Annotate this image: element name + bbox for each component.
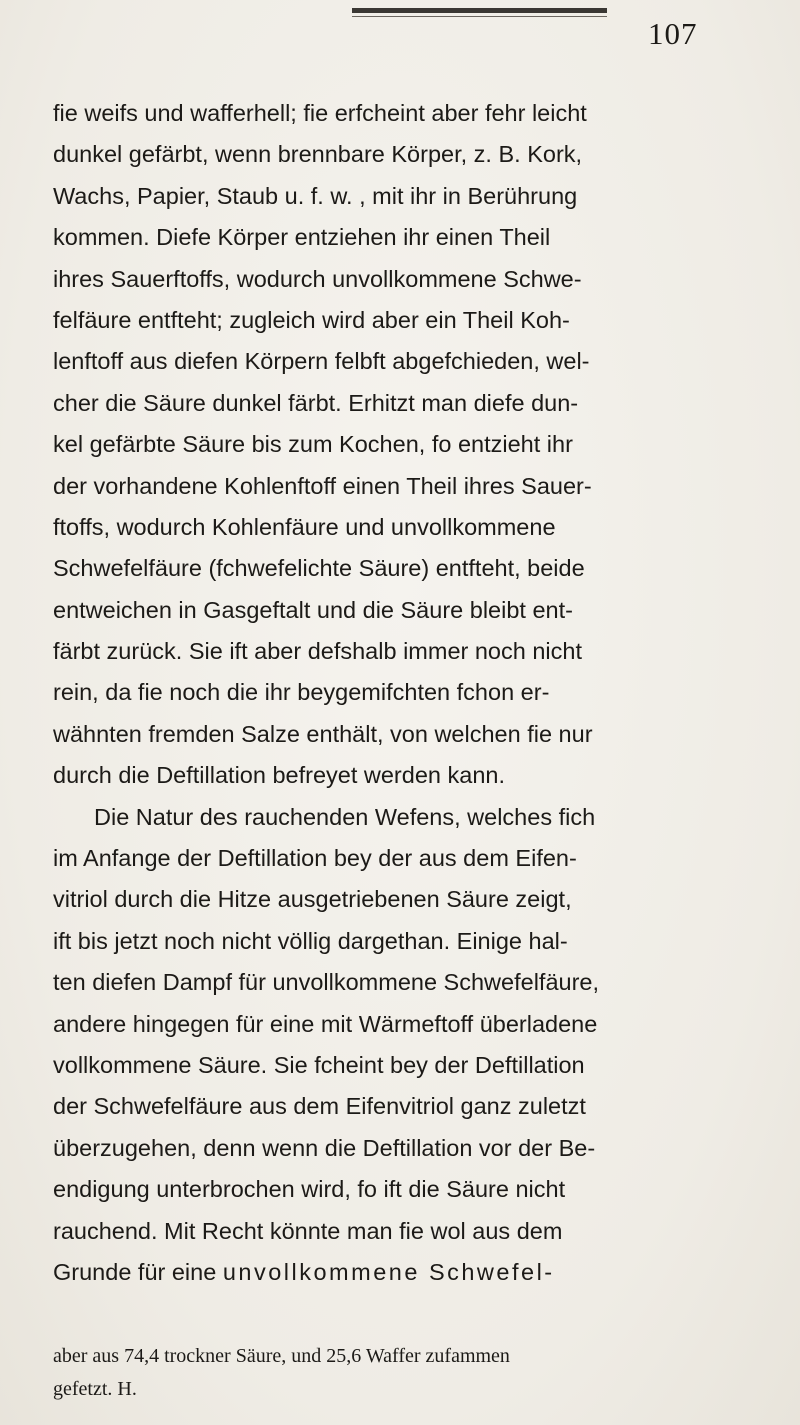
text-line: ift bis jetzt noch nicht völlig dargethan. Einige hal- bbox=[53, 927, 568, 954]
text-line: rauchend. Mit Recht könnte man fie wol aus dem bbox=[53, 1217, 563, 1244]
footnote-line: aber aus 74,4 trockner Säure, und 25,6 Waffer zufammen bbox=[53, 1345, 510, 1367]
paragraph-start-line: Die Natur des rauchenden Wefens, welches fich bbox=[94, 803, 596, 830]
text-line: lenftoff aus diefen Körpern felbft abgefchieden, wel- bbox=[53, 348, 590, 375]
footnote-line: gefetzt. H. bbox=[53, 1378, 137, 1400]
last-text-line bbox=[53, 1252, 793, 1293]
header-rule bbox=[352, 8, 607, 17]
text-line: überzugehen, denn wenn die Deftillation vor der Be- bbox=[53, 1134, 596, 1161]
text-line: andere hingegen für eine mit Wärmeftoff überladene bbox=[53, 1010, 598, 1037]
page-number: 107 bbox=[648, 16, 698, 51]
last-line-start: Grunde für eine bbox=[53, 1258, 223, 1285]
text-line: kel gefärbte Säure bis zum Kochen, fo entzieht ihr bbox=[53, 431, 573, 458]
text-line: Wachs, Papier, Staub u. f. w. , mit ihr in Berührung bbox=[53, 182, 578, 209]
text-line: cher die Säure dunkel färbt. Erhitzt man diefe dun- bbox=[53, 389, 579, 416]
text-line: kommen. Diefe Körper entziehen ihr einen Theil bbox=[53, 224, 551, 251]
text-line: der Schwefelfäure aus dem Eifenvitriol ganz zuletzt bbox=[53, 1093, 586, 1120]
text-line: durch die Deftillation befreyet werden kann. bbox=[53, 762, 505, 789]
text-line: Schwefelfäure (fchwefelichte Säure) entfteht, beide bbox=[53, 555, 585, 582]
footnote bbox=[53, 1340, 793, 1406]
text-line: ten diefen Dampf für unvollkommene Schwefelfäure, bbox=[53, 969, 600, 996]
text-line: wähnten fremden Salze enthält, von welchen fie nur bbox=[53, 720, 593, 747]
text-line: der vorhandene Kohlenftoff einen Theil ihres Sauer- bbox=[53, 472, 592, 499]
text-line: fie weifs und wafferhell; fie erfcheint aber fehr leicht bbox=[53, 100, 587, 126]
spaced-emphasis: unvollkommene Schwefel- bbox=[222, 1258, 555, 1285]
text-line: im Anfange der Deftillation bey der aus dem Eifen- bbox=[53, 845, 577, 872]
text-line: felfäure entfteht; zugleich wird aber ein Theil Koh- bbox=[53, 306, 570, 333]
text-line: ftoffs, wodurch Kohlenfäure und unvollkommene bbox=[53, 513, 556, 540]
body-text bbox=[53, 93, 793, 1293]
text-line: vitriol durch die Hitze ausgetriebenen Säure zeigt, bbox=[53, 886, 572, 913]
text-line: färbt zurück. Sie ift aber defshalb immer noch nicht bbox=[53, 638, 582, 665]
text-line: endigung unterbrochen wird, fo ift die Säure nicht bbox=[53, 1176, 566, 1203]
text-line: dunkel gefärbt, wenn brennbare Körper, z. B. Kork, bbox=[53, 141, 583, 168]
text-line: rein, da fie noch die ihr beygemifchten fchon er- bbox=[53, 679, 550, 706]
text-line: entweichen in Gasgeftalt und die Säure bleibt ent- bbox=[53, 596, 573, 623]
text-line: ihres Sauerftoffs, wodurch unvollkommene Schwe- bbox=[53, 265, 582, 292]
text-line: vollkommene Säure. Sie fcheint bey der Deftillation bbox=[53, 1051, 585, 1078]
